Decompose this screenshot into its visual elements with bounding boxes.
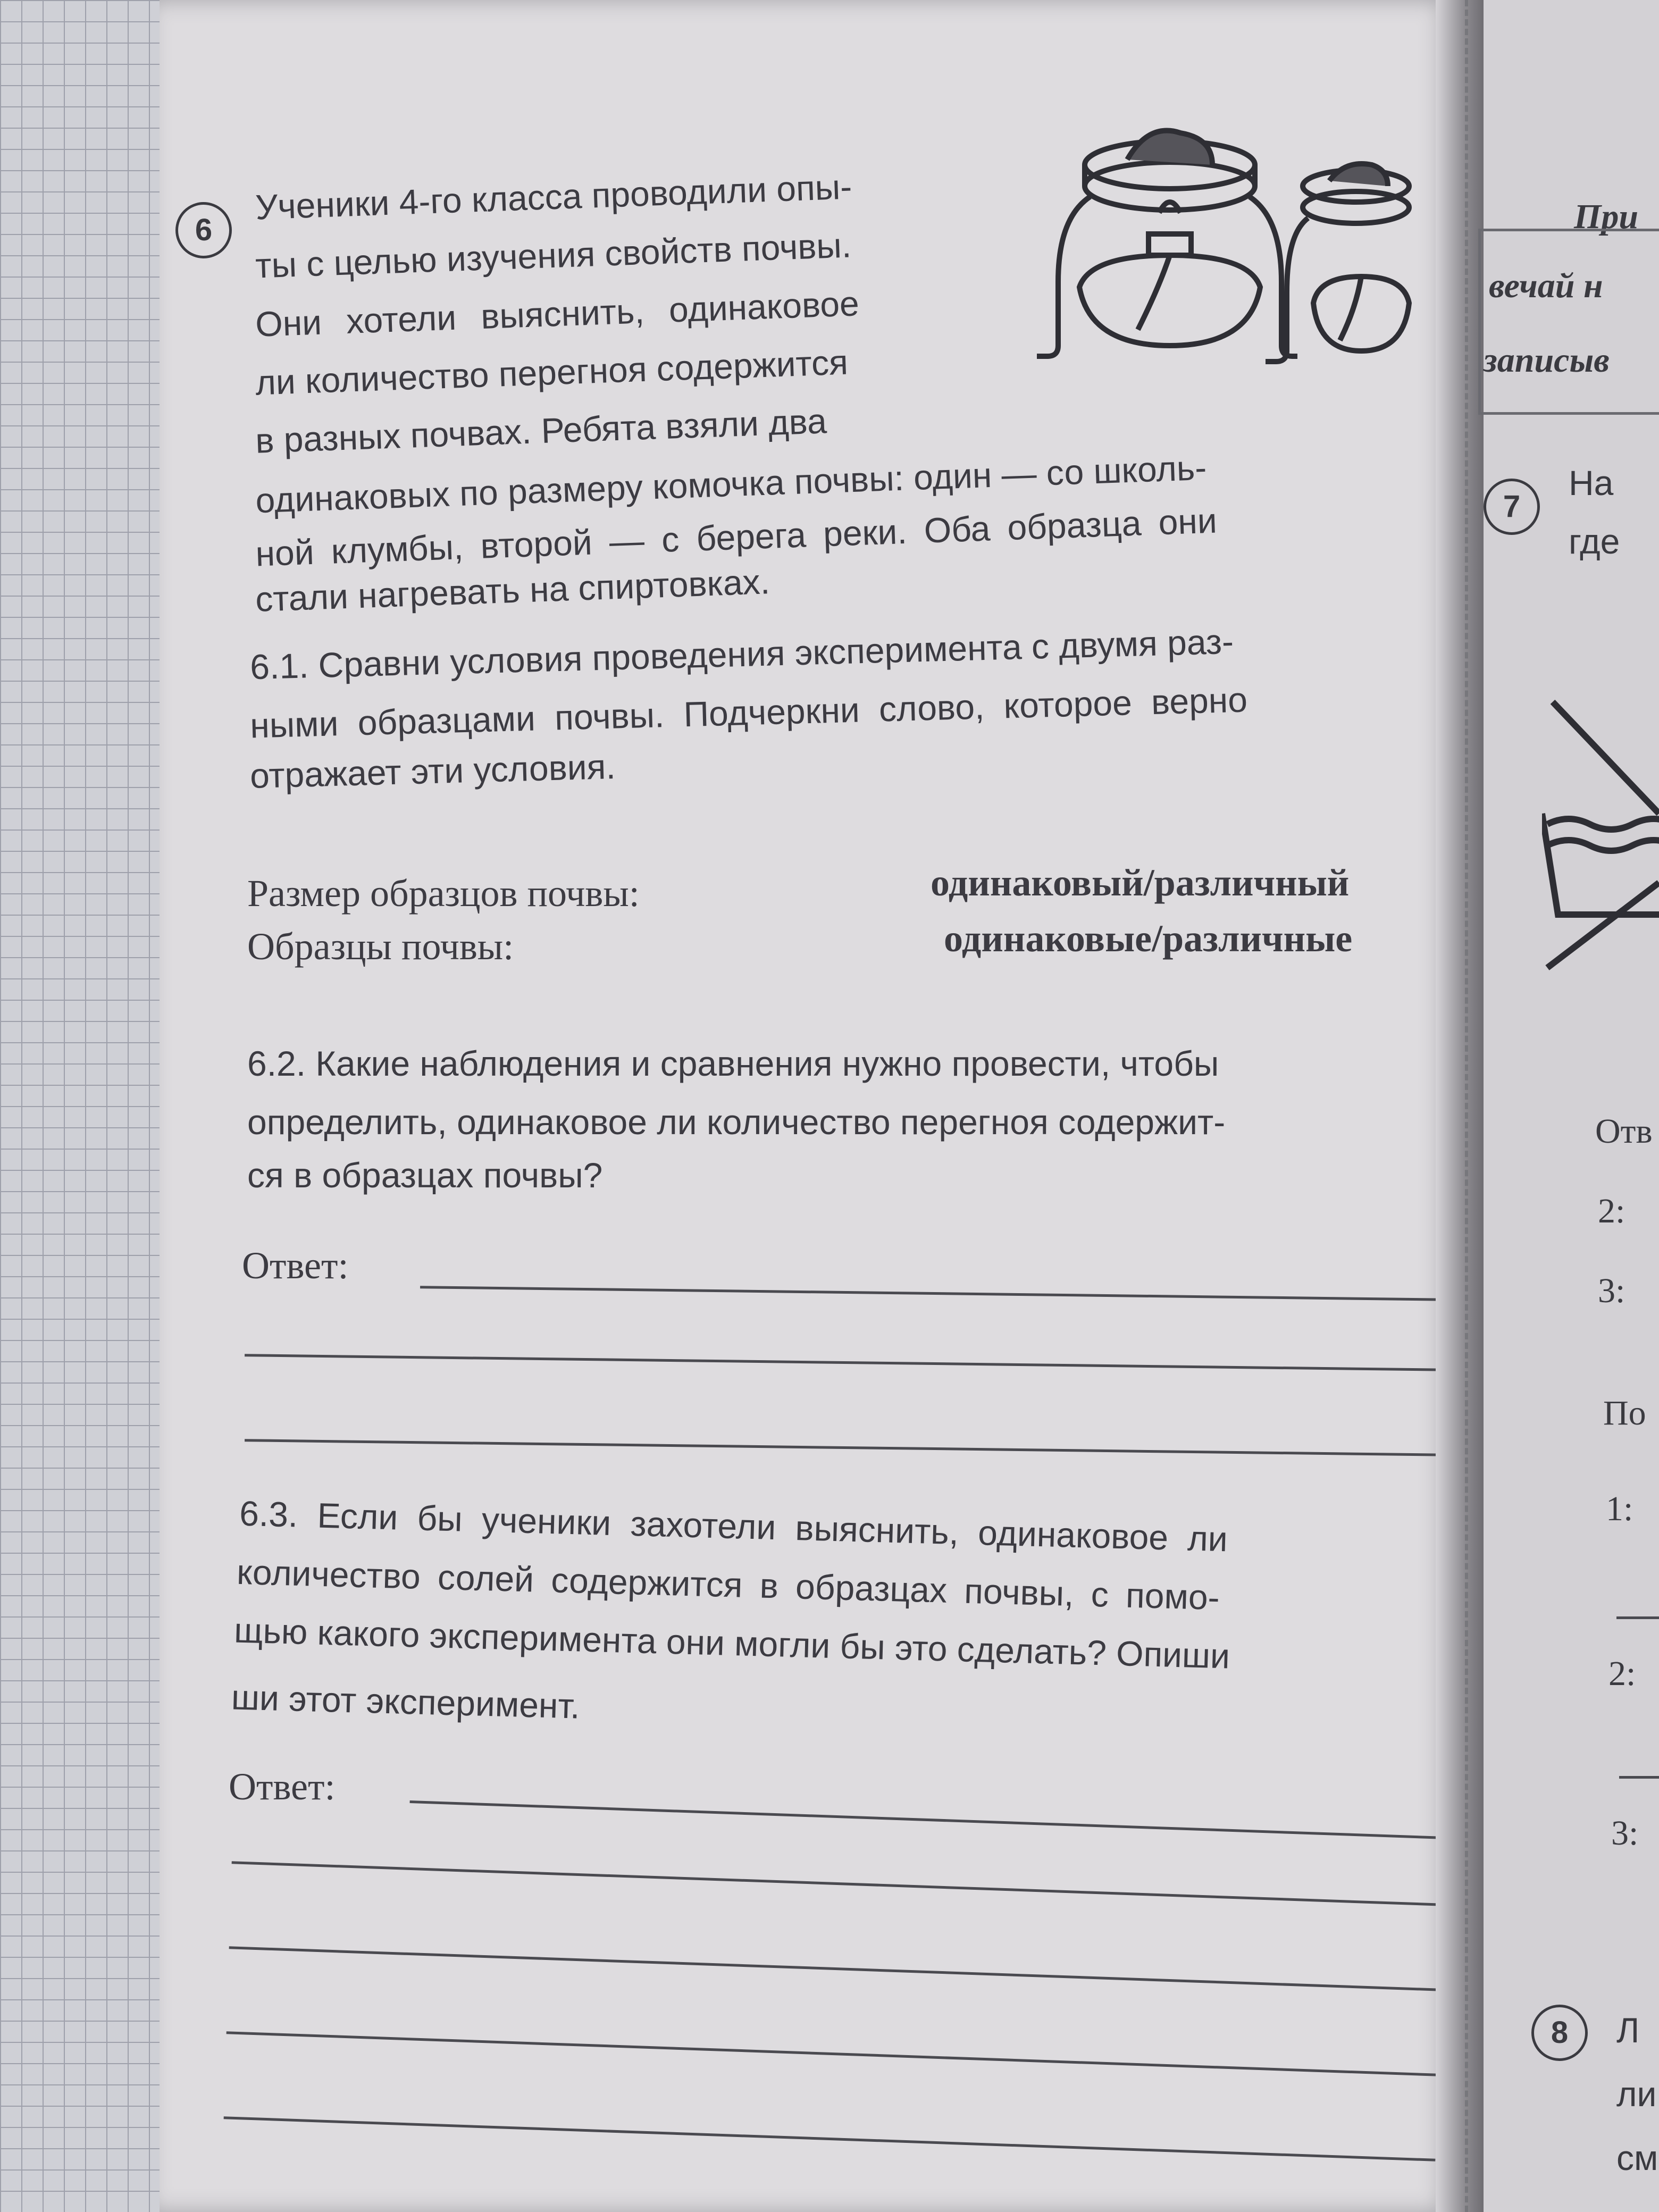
page-fold-shadow	[1436, 0, 1484, 2212]
cut-line	[1465, 0, 1468, 2212]
task8-text: ли	[1616, 2074, 1657, 2114]
right-answer-label: 3:	[1598, 1271, 1626, 1310]
right-answer-label: 1:	[1606, 1489, 1633, 1528]
question-6-3-line: щью какого эксперимента они могли бы это сделать? Опиши	[233, 1610, 1230, 1676]
task-number-badge: 8	[1531, 2005, 1588, 2061]
right-answer-label: Отв	[1595, 1112, 1653, 1151]
soil-samples-label: Образцы почвы:	[247, 925, 514, 968]
intro-line: одинаковых по размеру комочка почвы: один — со школь-	[255, 447, 1208, 521]
spirit-lamp-illustration	[1032, 128, 1441, 425]
question-6-1-line: 6.1. Сравни условия проведения эксперимента с двумя раз-	[249, 621, 1234, 687]
question-6-1-line: отражает эти условия.	[249, 747, 616, 795]
right-answer-label: 2:	[1608, 1654, 1636, 1693]
right-answer-label: 3:	[1611, 1814, 1639, 1853]
right-header-line: вечай н	[1489, 266, 1603, 305]
soil-samples-options[interactable]: одинаковые/различные	[944, 917, 1353, 960]
intro-line: Они хотели выяснить, одинаковое	[255, 283, 860, 344]
question-6-3-line: количество солей содержится в образцах почвы, с помо-	[236, 1552, 1220, 1618]
intro-line: ты с целью изучения свойств почвы.	[255, 225, 852, 286]
soil-size-label: Размер образцов почвы:	[247, 872, 640, 915]
task7-text: где	[1569, 522, 1620, 561]
right-header-line: При	[1574, 197, 1639, 236]
question-6-2-line: определить, одинаковое ли количество перегноя содержит-	[247, 1102, 1226, 1142]
right-header-line: записыв	[1484, 341, 1610, 380]
intro-line: ной клумбы, второй — с берега реки. Оба образца они	[255, 500, 1218, 574]
task7-text: На	[1569, 463, 1614, 502]
answer-label: Ответ:	[229, 1765, 336, 1808]
question-6-1-line: ными образцами почвы. Подчеркни слово, которое верно	[249, 680, 1248, 745]
soil-size-options[interactable]: одинаковый/различный	[931, 861, 1350, 904]
intro-line: стали нагревать на спиртовках.	[255, 562, 771, 619]
answer-line[interactable]	[1619, 1776, 1659, 1779]
task-number-badge: 6	[175, 202, 232, 258]
intro-line: в разных почвах. Ребята взяли два	[255, 401, 827, 460]
intro-line: ли количество перегноя содержится	[255, 342, 849, 403]
answer-label: Ответ:	[242, 1244, 349, 1287]
task-number-badge: 7	[1484, 479, 1540, 535]
washing-symbol-icon	[1542, 691, 1659, 989]
question-6-2-line: 6.2. Какие наблюдения и сравнения нужно провести, чтобы	[247, 1044, 1219, 1083]
question-6-3-line: ши этот эксперимент.	[231, 1677, 581, 1726]
question-6-3-line: 6.3. Если бы ученики захотели выяснить, одинаковое ли	[239, 1493, 1228, 1559]
right-answer-label: По	[1603, 1394, 1646, 1432]
question-6-2-line: ся в образцах почвы?	[247, 1155, 603, 1195]
right-header-box	[1478, 229, 1659, 415]
task8-text: см	[1616, 2138, 1658, 2177]
intro-line: Ученики 4-го класса проводили опы-	[255, 166, 853, 227]
grid-notebook-sheet	[0, 0, 175, 2212]
answer-line[interactable]	[1616, 1616, 1659, 1619]
right-answer-label: 2:	[1598, 1192, 1626, 1230]
task8-text: Л	[1616, 2010, 1640, 2050]
